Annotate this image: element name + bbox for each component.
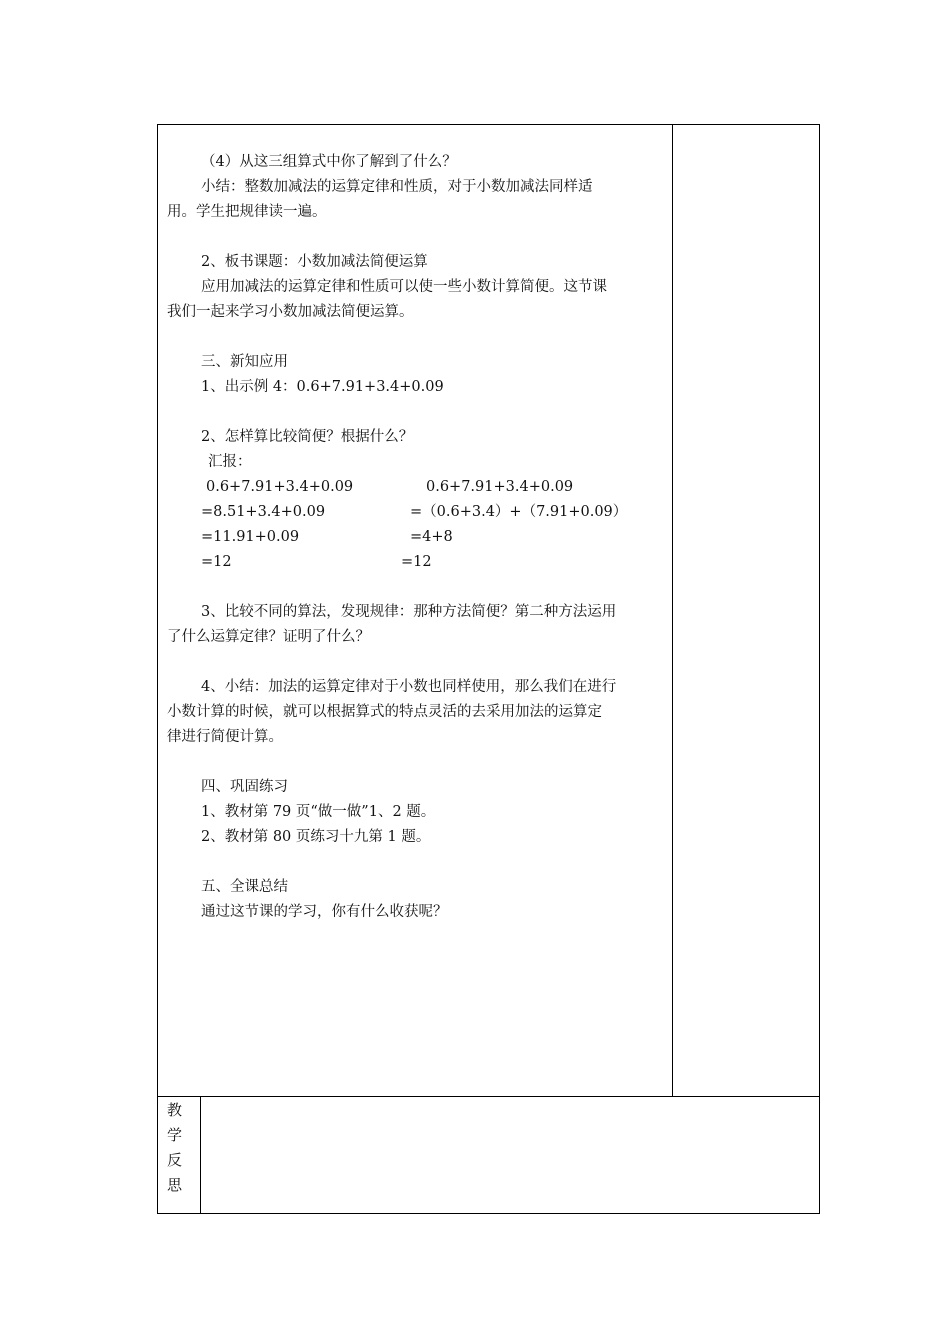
calc1-line2: =8.51+3.4+0.09 (201, 504, 326, 520)
question4-line2: 小数计算的时候，就可以根据算式的特点灵活的去采用加法的运算定 (167, 704, 602, 720)
summary1-line1: 小结：整数加减法的运算定律和性质，对于小数加减法同样适 (201, 179, 593, 195)
reflection-divider (200, 1096, 201, 1214)
calc2-line3: =4+8 (410, 529, 453, 545)
calc2-line2: =（0.6+3.4）+（7.91+0.09） (410, 504, 628, 520)
s2-title: 2、板书课题：小数加减法简便运算 (201, 254, 428, 270)
exercise4-1: 1、教材第 79 页“做一做”1、2 题。 (201, 804, 436, 820)
reflection-table (157, 1096, 820, 1214)
sec5-title: 五、全课总结 (201, 879, 288, 895)
calc1-line4: =12 (201, 554, 232, 570)
reflection-label-char: 反 (167, 1151, 183, 1169)
exercise4-2: 2、教材第 80 页练习十九第 1 题。 (201, 829, 431, 845)
question2: 2、怎样算比较简便？根据什么？ (201, 429, 414, 445)
calc2-line1: 0.6+7.91+3.4+0.09 (426, 479, 574, 495)
reflection-label-char: 思 (167, 1176, 183, 1194)
question3-line2: 了什么运算定律？证明了什么？ (167, 629, 370, 645)
main-table-divider (672, 124, 673, 1097)
reflection-label-char: 学 (167, 1126, 183, 1144)
sec5-body: 通过这节课的学习，你有什么收获呢？ (201, 904, 448, 920)
question3-line1: 3、比较不同的算法，发现规律：那种方法简便？第二种方法运用 (201, 604, 617, 620)
calc2-line4: =12 (401, 554, 432, 570)
s2-body-line1: 应用加减法的运算定律和性质可以使一些小数计算简便。这节课 (201, 279, 607, 295)
summary1-line2: 用。学生把规律读一遍。 (167, 204, 327, 220)
sec4-title: 四、巩固练习 (201, 779, 288, 795)
reflection-label-char: 教 (167, 1101, 183, 1119)
s4-question: （4）从这三组算式中你了解到了什么？ (201, 154, 457, 170)
sec3-title: 三、新知应用 (201, 354, 288, 370)
s2-body-line2: 我们一起来学习小数加减法简便运算。 (167, 304, 414, 320)
question4-line3: 律进行简便计算。 (167, 729, 283, 745)
calc1-line1: 0.6+7.91+3.4+0.09 (206, 479, 354, 495)
question4-line1: 4、小结：加法的运算定律对于小数也同样使用，那么我们在进行 (201, 679, 617, 695)
example1: 1、出示例 4：0.6+7.91+3.4+0.09 (201, 379, 444, 395)
report-label: 汇报： (208, 454, 252, 470)
calc1-line3: =11.91+0.09 (201, 529, 300, 545)
